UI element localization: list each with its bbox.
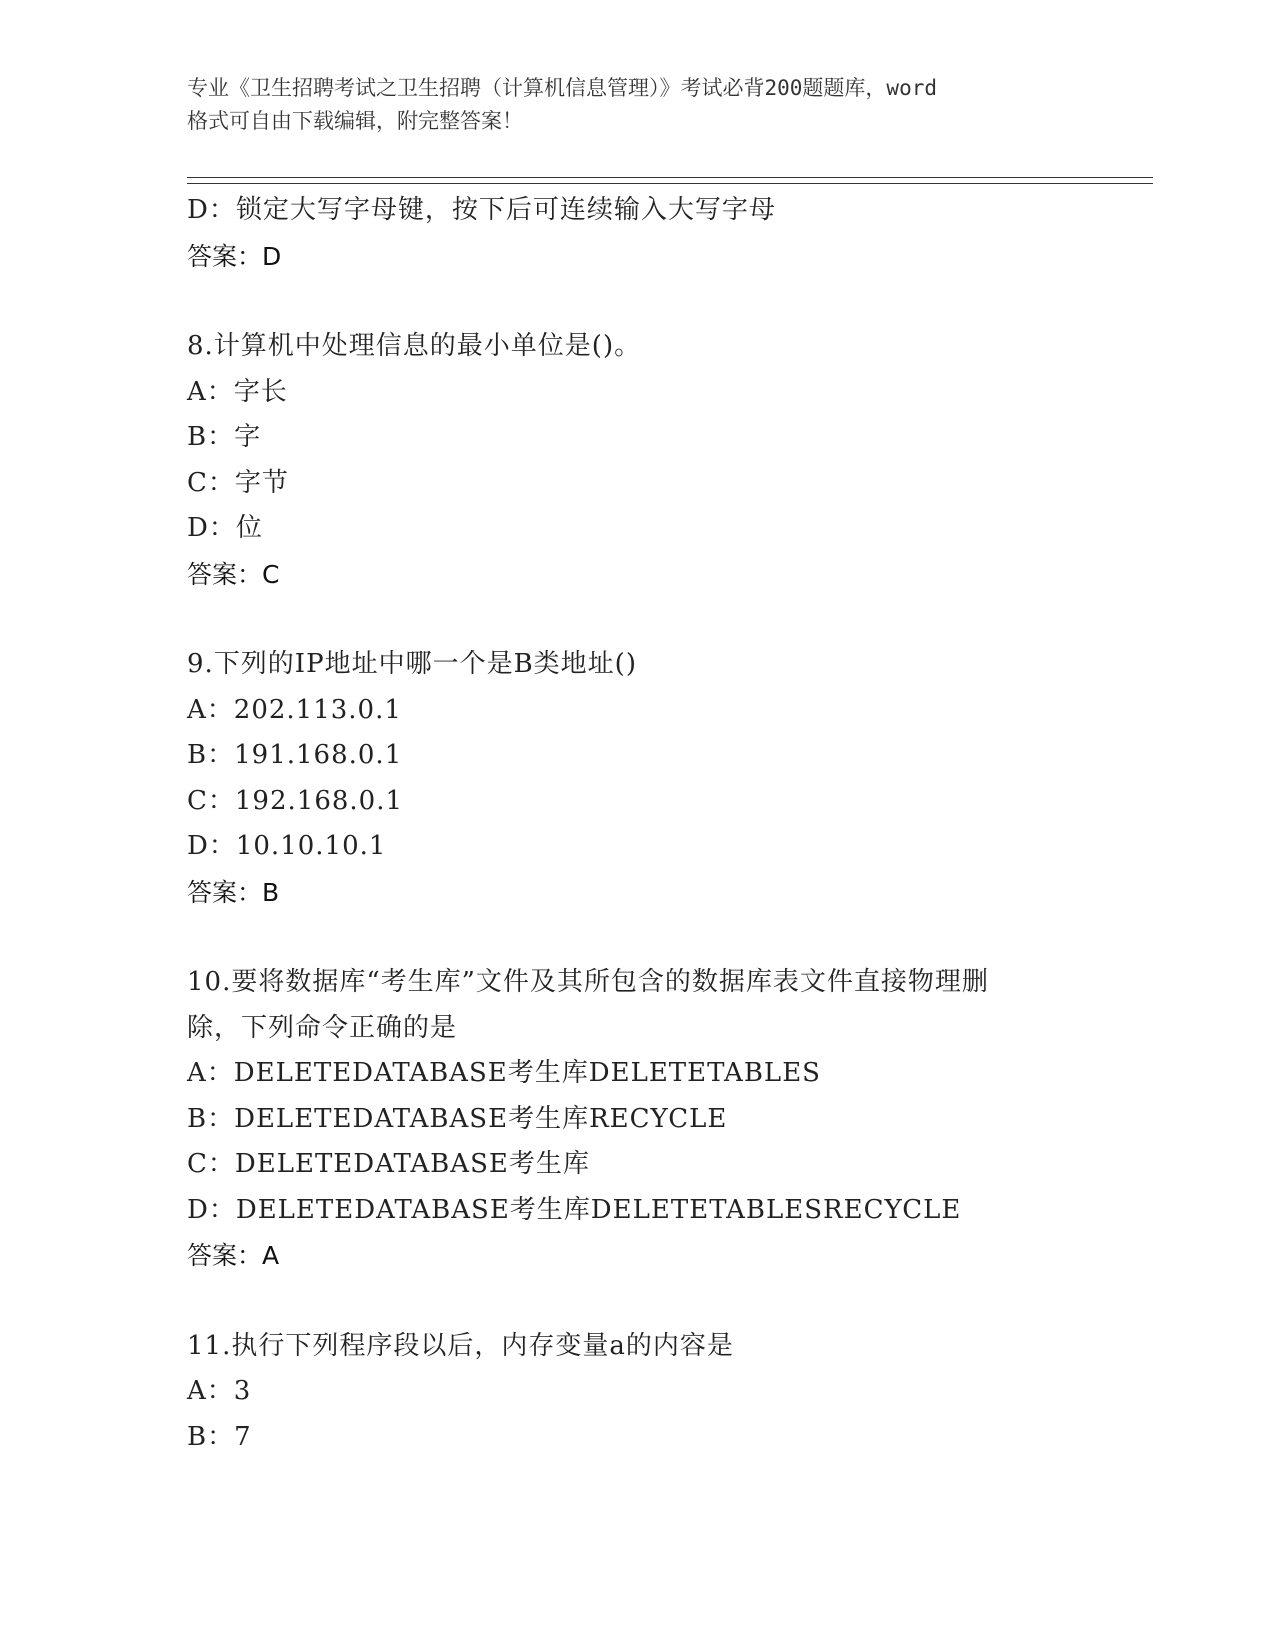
option-d: D：DELETEDATABASE考生库DELETETABLESRECYCLE bbox=[187, 1194, 962, 1225]
header-divider-bottom bbox=[187, 183, 1153, 184]
option-c: C：192.168.0.1 bbox=[187, 785, 404, 816]
spacer bbox=[187, 915, 1087, 960]
question-8 bbox=[187, 324, 1087, 597]
question-list bbox=[187, 188, 1087, 1460]
option-b: B：191.168.0.1 bbox=[187, 740, 403, 770]
question-10 bbox=[187, 960, 1087, 1279]
option-d: D：锁定大写字母键，按下后可连续输入大写字母 bbox=[187, 195, 776, 225]
header-line-1: 专业《卫生招聘考试之卫生招聘（计算机信息管理）》考试必背200题题库，word bbox=[187, 76, 937, 100]
option-a: A：3 bbox=[187, 1376, 252, 1406]
option-c: C：DELETEDATABASE考生库 bbox=[187, 1149, 590, 1179]
answer-line: 答案：D bbox=[187, 241, 282, 271]
question-text: 11.执行下列程序段以后，内存变量a的内容是 bbox=[187, 1330, 734, 1361]
question-11 bbox=[187, 1324, 1087, 1461]
option-a: A：字长 bbox=[187, 376, 288, 407]
question-text-line-1: 10.要将数据库“考生库”文件及其所包含的数据库表文件直接物理删 bbox=[187, 967, 989, 997]
question-text: 8.计算机中处理信息的最小单位是()。 bbox=[187, 331, 642, 361]
question-9 bbox=[187, 642, 1087, 915]
spacer bbox=[187, 597, 1087, 642]
answer-line: 答案：A bbox=[187, 1241, 280, 1270]
option-a: A：202.113.0.1 bbox=[187, 694, 402, 725]
header-divider-top bbox=[187, 177, 1153, 178]
option-c: C：字节 bbox=[187, 467, 289, 498]
question-text-line-2: 除，下列命令正确的是 bbox=[187, 1012, 458, 1043]
answer-line: 答案：B bbox=[187, 877, 280, 907]
header-line-2: 格式可自由下载编辑，附完整答案！ bbox=[187, 109, 523, 133]
document-header bbox=[187, 72, 1087, 138]
option-b: B：7 bbox=[187, 1421, 252, 1452]
option-b: B：字 bbox=[187, 422, 262, 452]
question-7-tail bbox=[187, 188, 1087, 279]
option-a: A：DELETEDATABASE考生库DELETETABLES bbox=[187, 1058, 821, 1088]
question-text: 9.下列的IP地址中哪一个是B类地址() bbox=[187, 649, 637, 679]
option-d: D：位 bbox=[187, 513, 263, 543]
spacer bbox=[187, 1279, 1087, 1324]
answer-line: 答案：C bbox=[187, 559, 280, 589]
option-b: B：DELETEDATABASE考生库RECYCLE bbox=[187, 1103, 728, 1134]
spacer bbox=[187, 279, 1087, 324]
option-d: D：10.10.10.1 bbox=[187, 831, 387, 861]
